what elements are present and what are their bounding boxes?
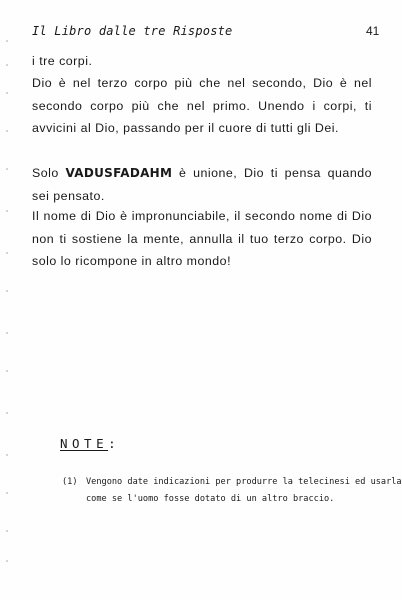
footnote-number: (1) [62,477,78,487]
notes-heading [60,436,120,451]
notes-heading-colon: : [108,436,121,451]
binding-margin-marks [6,40,10,600]
footnote-text-line-1: Vengono date indicazioni per produrre la telecinesi ed usarla [86,477,402,487]
footnote-text-line-2: come se l'uomo fosse dotato di un altro braccio. [86,494,335,504]
footnote-first-line [62,474,402,491]
running-header-title: Il Libro dalle tre Risposte [32,24,233,38]
paragraph-1: i tre corpi. [32,54,93,68]
paragraph-2: Dio è nel terzo corpo più che nel secondo, Dio è nel secondo corpo più che nel primo. Unendo i corpi, ti avvicini al Dio, passando per il cuore di tutti gli Dei. [32,76,372,135]
paragraph-3-end: è unione, Dio ti pensa quando sei pensato. [32,166,372,203]
page-number: 41 [366,24,380,38]
paragraph-4: Il nome di Dio è impronunciabile, il secondo nome di Dio non ti sostiene la mente, annulla il tuo terzo corpo. Dio solo lo ricompone in altro mondo! [32,209,372,268]
sacred-name: VADUSFADAHM [65,166,173,180]
paragraph-3 [32,162,372,207]
footnote-1 [62,474,402,508]
paragraph-3-start: Solo [32,166,66,180]
notes-heading-text: NOTE [60,436,109,451]
